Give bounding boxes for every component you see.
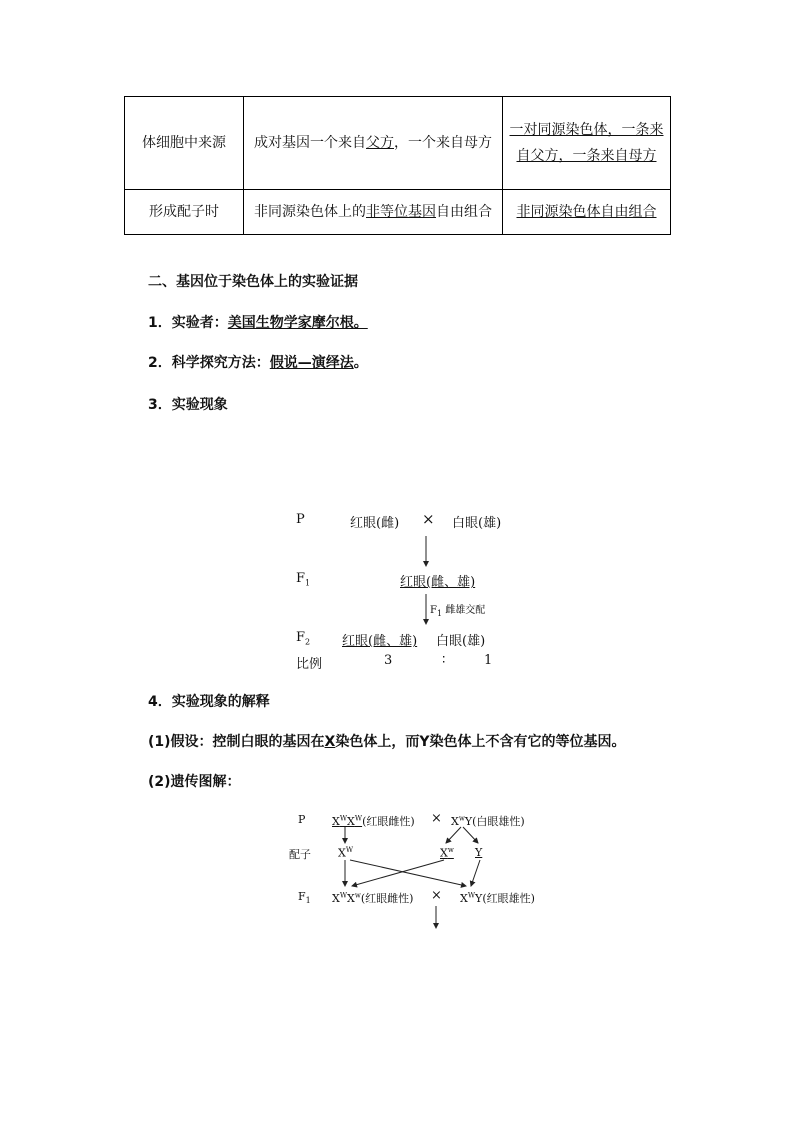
table-cell-chromosome: 一对同源染色体，一条来自父方，一条来自母方	[503, 97, 671, 190]
gamete-male-y: Y	[475, 846, 483, 859]
cross-symbol: ×	[422, 510, 435, 528]
generation-f1-label: $F_1$	[296, 571, 311, 588]
item-experimenter: 1．实验者：美国生物学家摩尔根。	[148, 315, 368, 331]
item-phenomenon: 3．实验现象	[148, 397, 228, 413]
f1-mating-note: $F_1$ 雌雄交配	[430, 605, 486, 618]
table-cell-gene: 非同源染色体上的非等位基因自由组合	[244, 190, 503, 235]
cross-symbol: ×	[431, 811, 442, 826]
item-genetic-diagram: (2)遗传图解：	[148, 774, 241, 790]
f2-white-eye: 白眼(雄)	[436, 634, 486, 649]
f1-female-genotype: $X^WX^w$(红眼雌性)	[332, 891, 414, 905]
generation-f1-label: $F_1$	[298, 890, 311, 906]
ratio-red: 3	[384, 653, 393, 668]
gamete-male-x: $X^w$	[440, 846, 454, 860]
f2-red-eye: 红眼(雌、雄)	[342, 634, 418, 649]
father-genotype: $X^wY$(白眼雄性)	[451, 814, 525, 828]
gamete-label: 配子	[289, 848, 311, 861]
f1-result: 红眼(雌、雄)	[400, 575, 476, 590]
item-method: 2．科学探究方法：假说—演绎法。	[148, 355, 368, 371]
white-eye-male: 白眼(雄)	[452, 516, 502, 531]
gamete-female: $X^W$	[338, 846, 354, 860]
arrow-icon	[471, 860, 480, 886]
red-eye-female: 红眼(雌)	[350, 516, 400, 531]
ratio-label: 比例	[296, 657, 323, 672]
item-explanation: 4．实验现象的解释	[148, 694, 270, 710]
cross-symbol: ×	[431, 888, 442, 903]
table-cell-chromosome: 非同源染色体自由组合	[503, 190, 671, 235]
item-hypothesis: (1)假设：控制白眼的基因在X染色体上，而Y染色体上不含有它的等位基因。	[148, 734, 626, 750]
table-cell-label: 体细胞中来源	[125, 97, 244, 190]
arrow-icon	[463, 827, 478, 843]
f1-male-genotype: $X^WY$(红眼雄性)	[460, 891, 535, 905]
section-heading: 二、基因位于染色体上的实验证据	[148, 274, 358, 290]
mother-genotype: $X^WX^W$(红眼雌性)	[332, 814, 415, 828]
arrow-icon	[446, 827, 461, 843]
generation-p-label: P	[296, 512, 305, 527]
ratio-white: 1	[484, 653, 493, 668]
table-cell-gene: 成对基因一个来自父方，一个来自母方	[244, 97, 503, 190]
generation-p-label: P	[298, 813, 306, 826]
ratio-colon: ∶	[442, 653, 446, 668]
generation-f2-label: $F_2$	[296, 630, 311, 647]
table-cell-label: 形成配子时	[125, 190, 244, 235]
